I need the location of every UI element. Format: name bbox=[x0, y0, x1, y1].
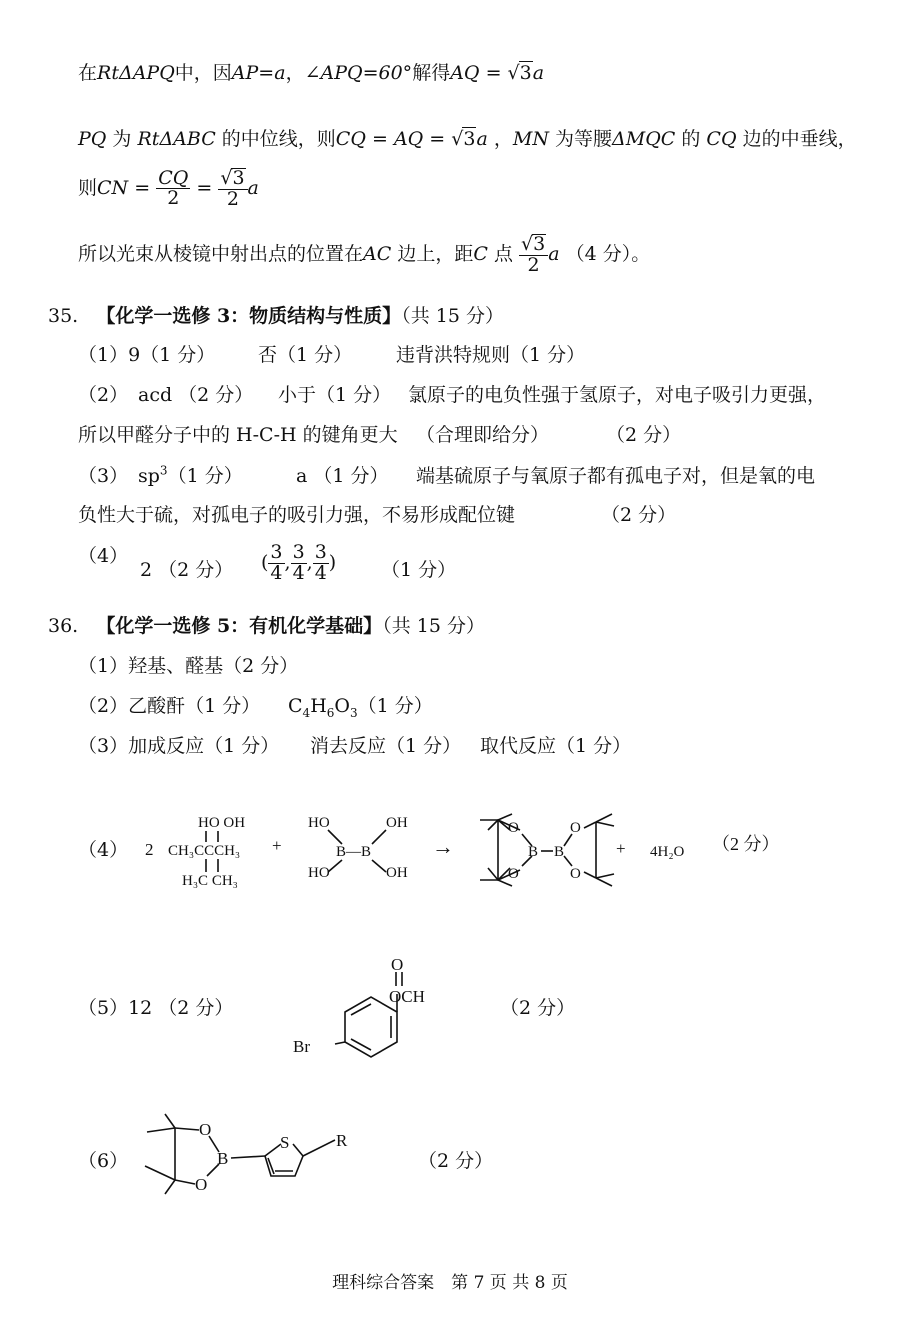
svg-text:Br: Br bbox=[293, 1037, 310, 1056]
svg-text:CH₃CCCH₃: CH₃CCCH₃ bbox=[168, 843, 241, 859]
svg-text:O: O bbox=[195, 1175, 208, 1194]
q35-part-3: （3） $sp^3(1$ 分） a （1 分） 端基硫原子与氧原子都有孤电子对，但是氧的电 bbox=[78, 463, 816, 487]
q35-heading: 35. 【化学一选修 3：物质结构与性质】（共 15 分） bbox=[48, 305, 504, 327]
physics-line-4: 所以光束从棱镜中射出点的位置在AC 边上，距C 点 $\frac{√3}{2}$ a （4 分）。 bbox=[78, 233, 651, 276]
svg-text:O: O bbox=[199, 1120, 212, 1139]
svg-text:H₃C CH₃: H₃C CH₃ bbox=[182, 873, 238, 889]
q35-part-4: （4） 2 （2 分） ( $\frac{3}{4}$ , $\frac{3}{4}$ , $\frac{3}{4}$ ) （1 分） bbox=[78, 541, 457, 584]
svg-text:B: B bbox=[554, 844, 565, 860]
svg-text:B—B: B—B bbox=[336, 844, 372, 860]
svg-text:OH: OH bbox=[386, 815, 408, 831]
q36-part-5-label: （5）12 （2 分） bbox=[78, 997, 234, 1019]
physics-line-1: 在RtΔAPQ中，因AP=a，∠APQ=60°解得AQ = √3a bbox=[78, 62, 545, 84]
svg-text:O: O bbox=[570, 866, 581, 882]
q35-part-3-cont: 负性大于硫，对孤电子的吸引力强，不易形成配位键 （2 分） bbox=[78, 504, 677, 526]
page-footer: 理科综合答案 第 7 页 共 8 页 bbox=[332, 1273, 568, 1293]
q35-part-2: （2） acd （2 分） 小于（1 分） 氯原子的电负性强于氢原子，对电子吸引力更强， bbox=[78, 384, 827, 406]
reaction-scheme bbox=[140, 800, 800, 900]
svg-text:O: O bbox=[391, 955, 404, 974]
molecular-formula: $C_4H_6O_3(1$ 分） bbox=[288, 695, 433, 720]
svg-text:B: B bbox=[217, 1149, 229, 1168]
q36-part-3: （3）加成反应（1 分） 消去反应（1 分） 取代反应（1 分） bbox=[78, 735, 632, 757]
q36-part-2: （2）乙酸酐（1 分） $C_4H_6O_3(1$ 分） bbox=[78, 691, 260, 718]
svg-text:+: + bbox=[272, 836, 282, 855]
svg-text:2: 2 bbox=[145, 840, 154, 859]
svg-text:HO: HO bbox=[308, 815, 330, 831]
aryl-formate-structure bbox=[285, 950, 445, 1060]
q36-part-1: （1）羟基、醛基（2 分） bbox=[78, 655, 299, 677]
svg-text:OH: OH bbox=[386, 865, 408, 881]
svg-text:OCH: OCH bbox=[389, 987, 425, 1006]
q35-part-1: （1）9（1 分） 否（1 分） 违背洪特规则（1 分） bbox=[78, 344, 586, 366]
svg-text:→: → bbox=[432, 834, 454, 859]
svg-text:4H₂O: 4H₂O bbox=[650, 844, 685, 860]
svg-text:HO: HO bbox=[308, 865, 330, 881]
svg-text:O: O bbox=[508, 820, 519, 836]
physics-line-2: PQ 为 RtΔABC 的中位线，则CQ = AQ = √3a ，MN 为等腰ΔMQC 的 CQ 边的中垂线， bbox=[78, 128, 857, 150]
q36-part-6-label: （6） bbox=[78, 1150, 129, 1172]
svg-text:R: R bbox=[336, 1131, 348, 1150]
q36-part-5-score: （2 分） bbox=[500, 997, 576, 1019]
q36-heading: 36. 【化学一选修 5：有机化学基础】（共 15 分） bbox=[48, 615, 485, 637]
thienyl-boronate-structure bbox=[135, 1110, 375, 1200]
svg-text:+: + bbox=[616, 839, 626, 858]
physics-line-3: 则CN = $\frac{CQ}{2}$ = $\frac{√3}{2}$ a bbox=[78, 166, 259, 210]
q35-part-2-cont: 所以甲醛分子中的 H-C-H 的键角更大 （合理即给分） （2 分） bbox=[78, 424, 682, 446]
q36-part-4-label: （4） bbox=[78, 839, 129, 861]
svg-text:O: O bbox=[570, 820, 581, 836]
svg-text:B: B bbox=[528, 844, 539, 860]
svg-text:（2 分）: （2 分） bbox=[712, 834, 780, 854]
svg-text:O: O bbox=[508, 866, 519, 882]
q36-part-6-score: （2 分） bbox=[418, 1150, 494, 1172]
svg-text:HO OH: HO OH bbox=[198, 815, 246, 831]
svg-text:S: S bbox=[280, 1133, 290, 1152]
coordinate-tuple: ( $\frac{3}{4}$ , $\frac{3}{4}$ , $\frac{3}{4}$ ) bbox=[261, 541, 337, 584]
